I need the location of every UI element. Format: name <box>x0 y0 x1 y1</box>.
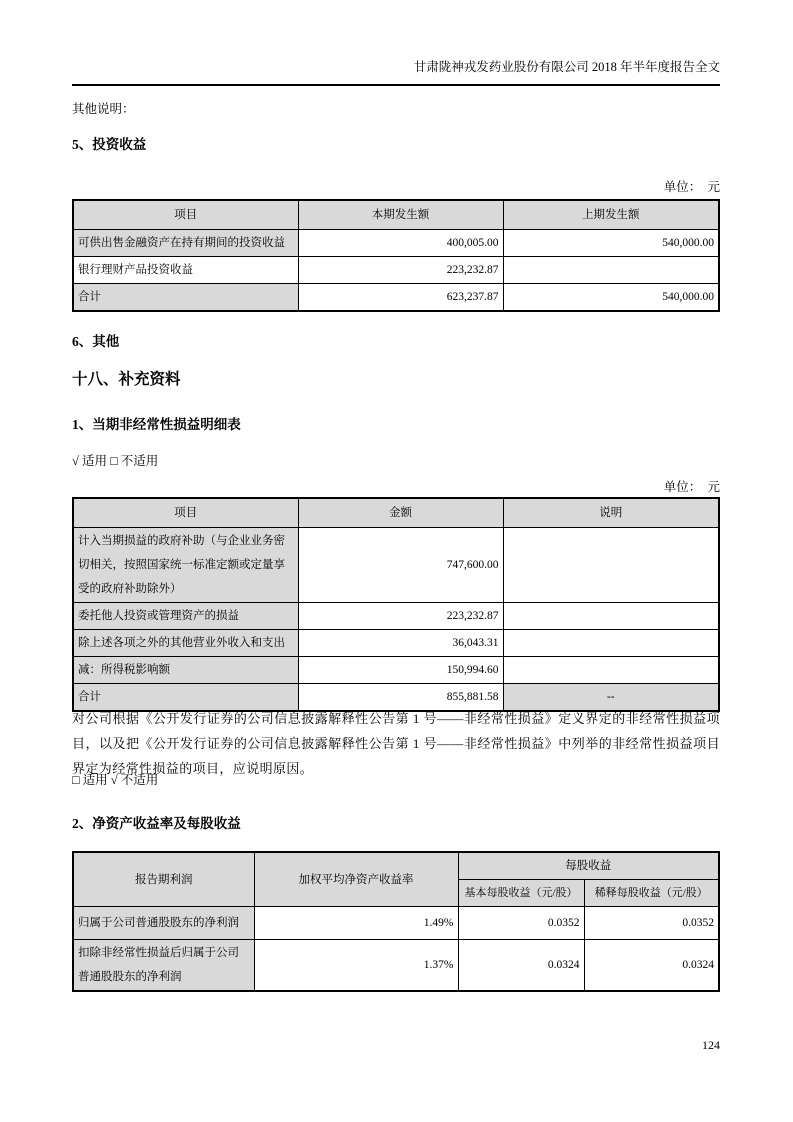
cell-current-amount: 400,005.00 <box>298 229 503 256</box>
cell-item: 委托他人投资或管理资产的损益 <box>73 602 298 629</box>
cell-note <box>503 656 719 683</box>
cell-item: 扣除非经常性损益后归属于公司普通股股东的净利润 <box>73 940 254 992</box>
section-18-1-heading: 1、当期非经常性损益明细表 <box>72 417 241 432</box>
table-row <box>73 602 719 629</box>
col-header-weighted-roe: 加权平均净资产收益率 <box>254 852 458 907</box>
table-row <box>73 656 719 683</box>
cell-item: 除上述各项之外的其他营业外收入和支出 <box>73 629 298 656</box>
unit-label-2: 单位： 元 <box>663 480 720 494</box>
unit-label-1: 单位： 元 <box>663 180 720 194</box>
cell-prior-amount: 540,000.00 <box>503 229 719 256</box>
cell-item: 计入当期损益的政府补助（与企业业务密切相关，按照国家统一标准定额或定量享受的政府补助除外） <box>73 527 298 602</box>
table-header-row <box>73 498 719 527</box>
cell-current-amount: 623,237.87 <box>298 283 503 311</box>
cell-note <box>503 527 719 602</box>
cell-item: 合计 <box>73 283 298 311</box>
cell-item: 可供出售金融资产在持有期间的投资收益 <box>73 229 298 256</box>
col-header-report-period-profit: 报告期利润 <box>73 852 254 907</box>
table-row <box>73 629 719 656</box>
table-row <box>73 229 719 256</box>
section-6-heading: 6、其他 <box>72 334 120 349</box>
col-header-current-period: 本期发生额 <box>298 200 503 229</box>
cell-roe: 1.49% <box>254 907 458 940</box>
col-header-item: 项目 <box>73 200 298 229</box>
investment-income-table <box>72 199 720 312</box>
cell-amount: 36,043.31 <box>298 629 503 656</box>
cell-prior-amount: 540,000.00 <box>503 283 719 311</box>
cell-roe: 1.37% <box>254 940 458 992</box>
cell-amount: 223,232.87 <box>298 602 503 629</box>
col-header-diluted-eps: 稀释每股收益（元/股） <box>584 880 719 907</box>
cell-current-amount: 223,232.87 <box>298 256 503 283</box>
col-header-basic-eps: 基本每股收益（元/股） <box>458 880 584 907</box>
other-notes-label: 其他说明： <box>72 102 135 116</box>
cell-note <box>503 629 719 656</box>
table-row <box>73 527 719 602</box>
col-header-amount: 金额 <box>298 498 503 527</box>
col-header-note: 说明 <box>503 498 719 527</box>
cell-basic-eps: 0.0324 <box>458 940 584 992</box>
cell-item: 合计 <box>73 683 298 711</box>
applicable-line-2: □ 适用 √ 不适用 <box>72 773 159 787</box>
table-row <box>73 940 719 992</box>
page-number: 124 <box>702 1038 720 1052</box>
applicable-line-1: √ 适用 □ 不适用 <box>72 454 159 468</box>
table-row <box>73 256 719 283</box>
table-row <box>73 907 719 940</box>
cell-basic-eps: 0.0352 <box>458 907 584 940</box>
non-recurring-items-table <box>72 497 720 712</box>
section-18-heading: 十八、补充资料 <box>72 371 181 388</box>
cell-note <box>503 602 719 629</box>
roe-eps-table <box>72 851 720 992</box>
col-header-eps-group: 每股收益 <box>458 852 719 880</box>
table-header-row <box>73 200 719 229</box>
cell-diluted-eps: 0.0324 <box>584 940 719 992</box>
non-recurring-explanation-paragraph: 对公司根据《公开发行证券的公司信息披露解释性公告第 1 号——非经常性损益》定义界定的非经常性损益项目，以及把《公开发行证券的公司信息披露解释性公告第 1 号——非经常性损益》中列举的非经常性损益项目界定为经常性损益的项目，应说明原因。 <box>72 711 720 776</box>
cell-amount: 855,881.58 <box>298 683 503 711</box>
section-5-heading: 5、投资收益 <box>72 137 147 152</box>
cell-prior-amount <box>503 256 719 283</box>
table-total-row <box>73 283 719 311</box>
col-header-prior-period: 上期发生额 <box>503 200 719 229</box>
report-header-title: 甘肃陇神戎发药业股份有限公司 2018 年半年度报告全文 <box>72 57 720 86</box>
cell-note: -- <box>503 683 719 711</box>
cell-item: 减：所得税影响额 <box>73 656 298 683</box>
cell-amount: 150,994.60 <box>298 656 503 683</box>
cell-item: 归属于公司普通股股东的净利润 <box>73 907 254 940</box>
cell-amount: 747,600.00 <box>298 527 503 602</box>
table-header-row <box>73 852 719 880</box>
cell-item: 银行理财产品投资收益 <box>73 256 298 283</box>
col-header-item: 项目 <box>73 498 298 527</box>
cell-diluted-eps: 0.0352 <box>584 907 719 940</box>
section-18-2-heading: 2、净资产收益率及每股收益 <box>72 816 241 831</box>
